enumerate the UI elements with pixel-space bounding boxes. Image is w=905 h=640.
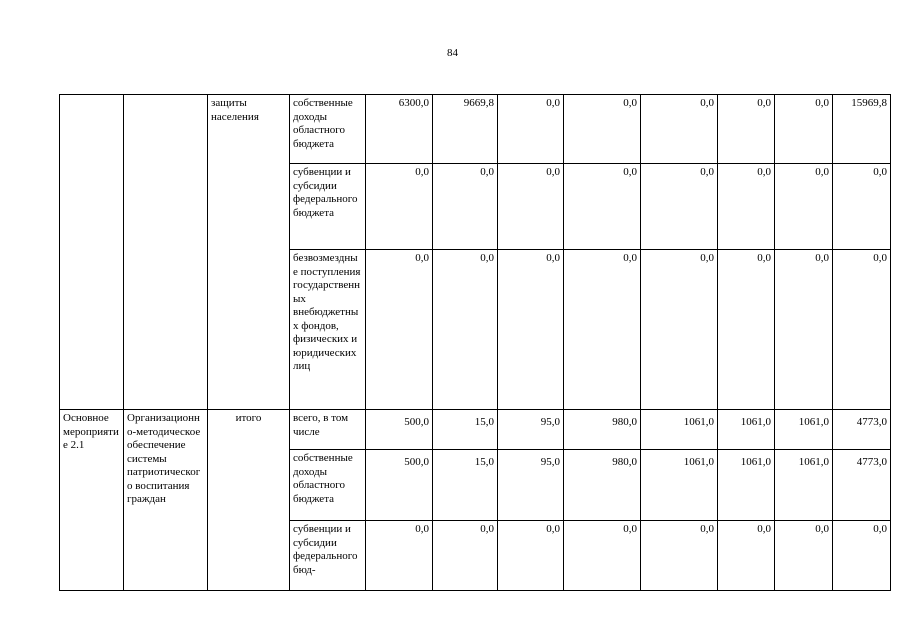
cell-value: 1061,0 xyxy=(718,410,775,450)
cell-value: 0,0 xyxy=(641,250,718,410)
cell-value: 0,0 xyxy=(641,164,718,250)
cell-value: 0,0 xyxy=(498,95,564,164)
cell-value: 15,0 xyxy=(433,450,498,521)
cell-value: 0,0 xyxy=(833,164,891,250)
cell-source: собственные доходы областного бюджета xyxy=(290,95,366,164)
cell-value: 0,0 xyxy=(641,95,718,164)
cell-value: 0,0 xyxy=(775,521,833,591)
cell-value: 0,0 xyxy=(366,164,433,250)
cell-value: 9669,8 xyxy=(433,95,498,164)
cell-value: 4773,0 xyxy=(833,450,891,521)
cell-event: Основное мероприятие 2.1 xyxy=(60,410,124,591)
cell-source: субвенции и субсидии федерального бюд- xyxy=(290,521,366,591)
cell-value: 1061,0 xyxy=(641,450,718,521)
cell-executor: итого xyxy=(208,410,290,591)
cell-value: 500,0 xyxy=(366,410,433,450)
cell-value: 0,0 xyxy=(498,164,564,250)
cell-event xyxy=(60,95,124,410)
cell-value: 0,0 xyxy=(564,95,641,164)
cell-value: 4773,0 xyxy=(833,410,891,450)
cell-value: 0,0 xyxy=(366,521,433,591)
cell-value: 0,0 xyxy=(775,95,833,164)
cell-value: 0,0 xyxy=(833,250,891,410)
cell-value: 0,0 xyxy=(833,521,891,591)
cell-source: безвозмездные поступления государственных внебюджетных фондов, физических и юридических лиц xyxy=(290,250,366,410)
cell-value: 0,0 xyxy=(498,250,564,410)
cell-value: 0,0 xyxy=(641,521,718,591)
cell-value: 0,0 xyxy=(433,521,498,591)
cell-value: 0,0 xyxy=(718,95,775,164)
page-number: 84 xyxy=(447,47,458,59)
cell-value: 0,0 xyxy=(718,164,775,250)
cell-value: 0,0 xyxy=(564,250,641,410)
cell-value: 15,0 xyxy=(433,410,498,450)
cell-event-name xyxy=(124,95,208,410)
cell-value: 0,0 xyxy=(775,250,833,410)
cell-value: 1061,0 xyxy=(775,410,833,450)
table-row xyxy=(60,410,891,450)
cell-value: 500,0 xyxy=(366,450,433,521)
cell-value: 0,0 xyxy=(775,164,833,250)
cell-value: 1061,0 xyxy=(775,450,833,521)
cell-value: 980,0 xyxy=(564,410,641,450)
cell-value: 0,0 xyxy=(718,521,775,591)
cell-value: 0,0 xyxy=(718,250,775,410)
cell-value: 95,0 xyxy=(498,450,564,521)
cell-value: 0,0 xyxy=(498,521,564,591)
cell-value: 0,0 xyxy=(366,250,433,410)
cell-executor: защиты населения xyxy=(208,95,290,410)
cell-source: всего, в том числе xyxy=(290,410,366,450)
cell-value: 1061,0 xyxy=(641,410,718,450)
budget-table xyxy=(59,94,891,591)
cell-value: 0,0 xyxy=(433,250,498,410)
cell-value: 95,0 xyxy=(498,410,564,450)
cell-value: 980,0 xyxy=(564,450,641,521)
cell-value: 0,0 xyxy=(564,521,641,591)
table-row xyxy=(60,95,891,164)
cell-value: 15969,8 xyxy=(833,95,891,164)
cell-source: собственные доходы областного бюджета xyxy=(290,450,366,521)
cell-source: субвенции и субсидии федерального бюджета xyxy=(290,164,366,250)
cell-value: 0,0 xyxy=(564,164,641,250)
cell-value: 1061,0 xyxy=(718,450,775,521)
cell-event-name: Организационно-методическое обеспечение системы патриотического воспитания граждан xyxy=(124,410,208,591)
cell-value: 0,0 xyxy=(433,164,498,250)
cell-value: 6300,0 xyxy=(366,95,433,164)
